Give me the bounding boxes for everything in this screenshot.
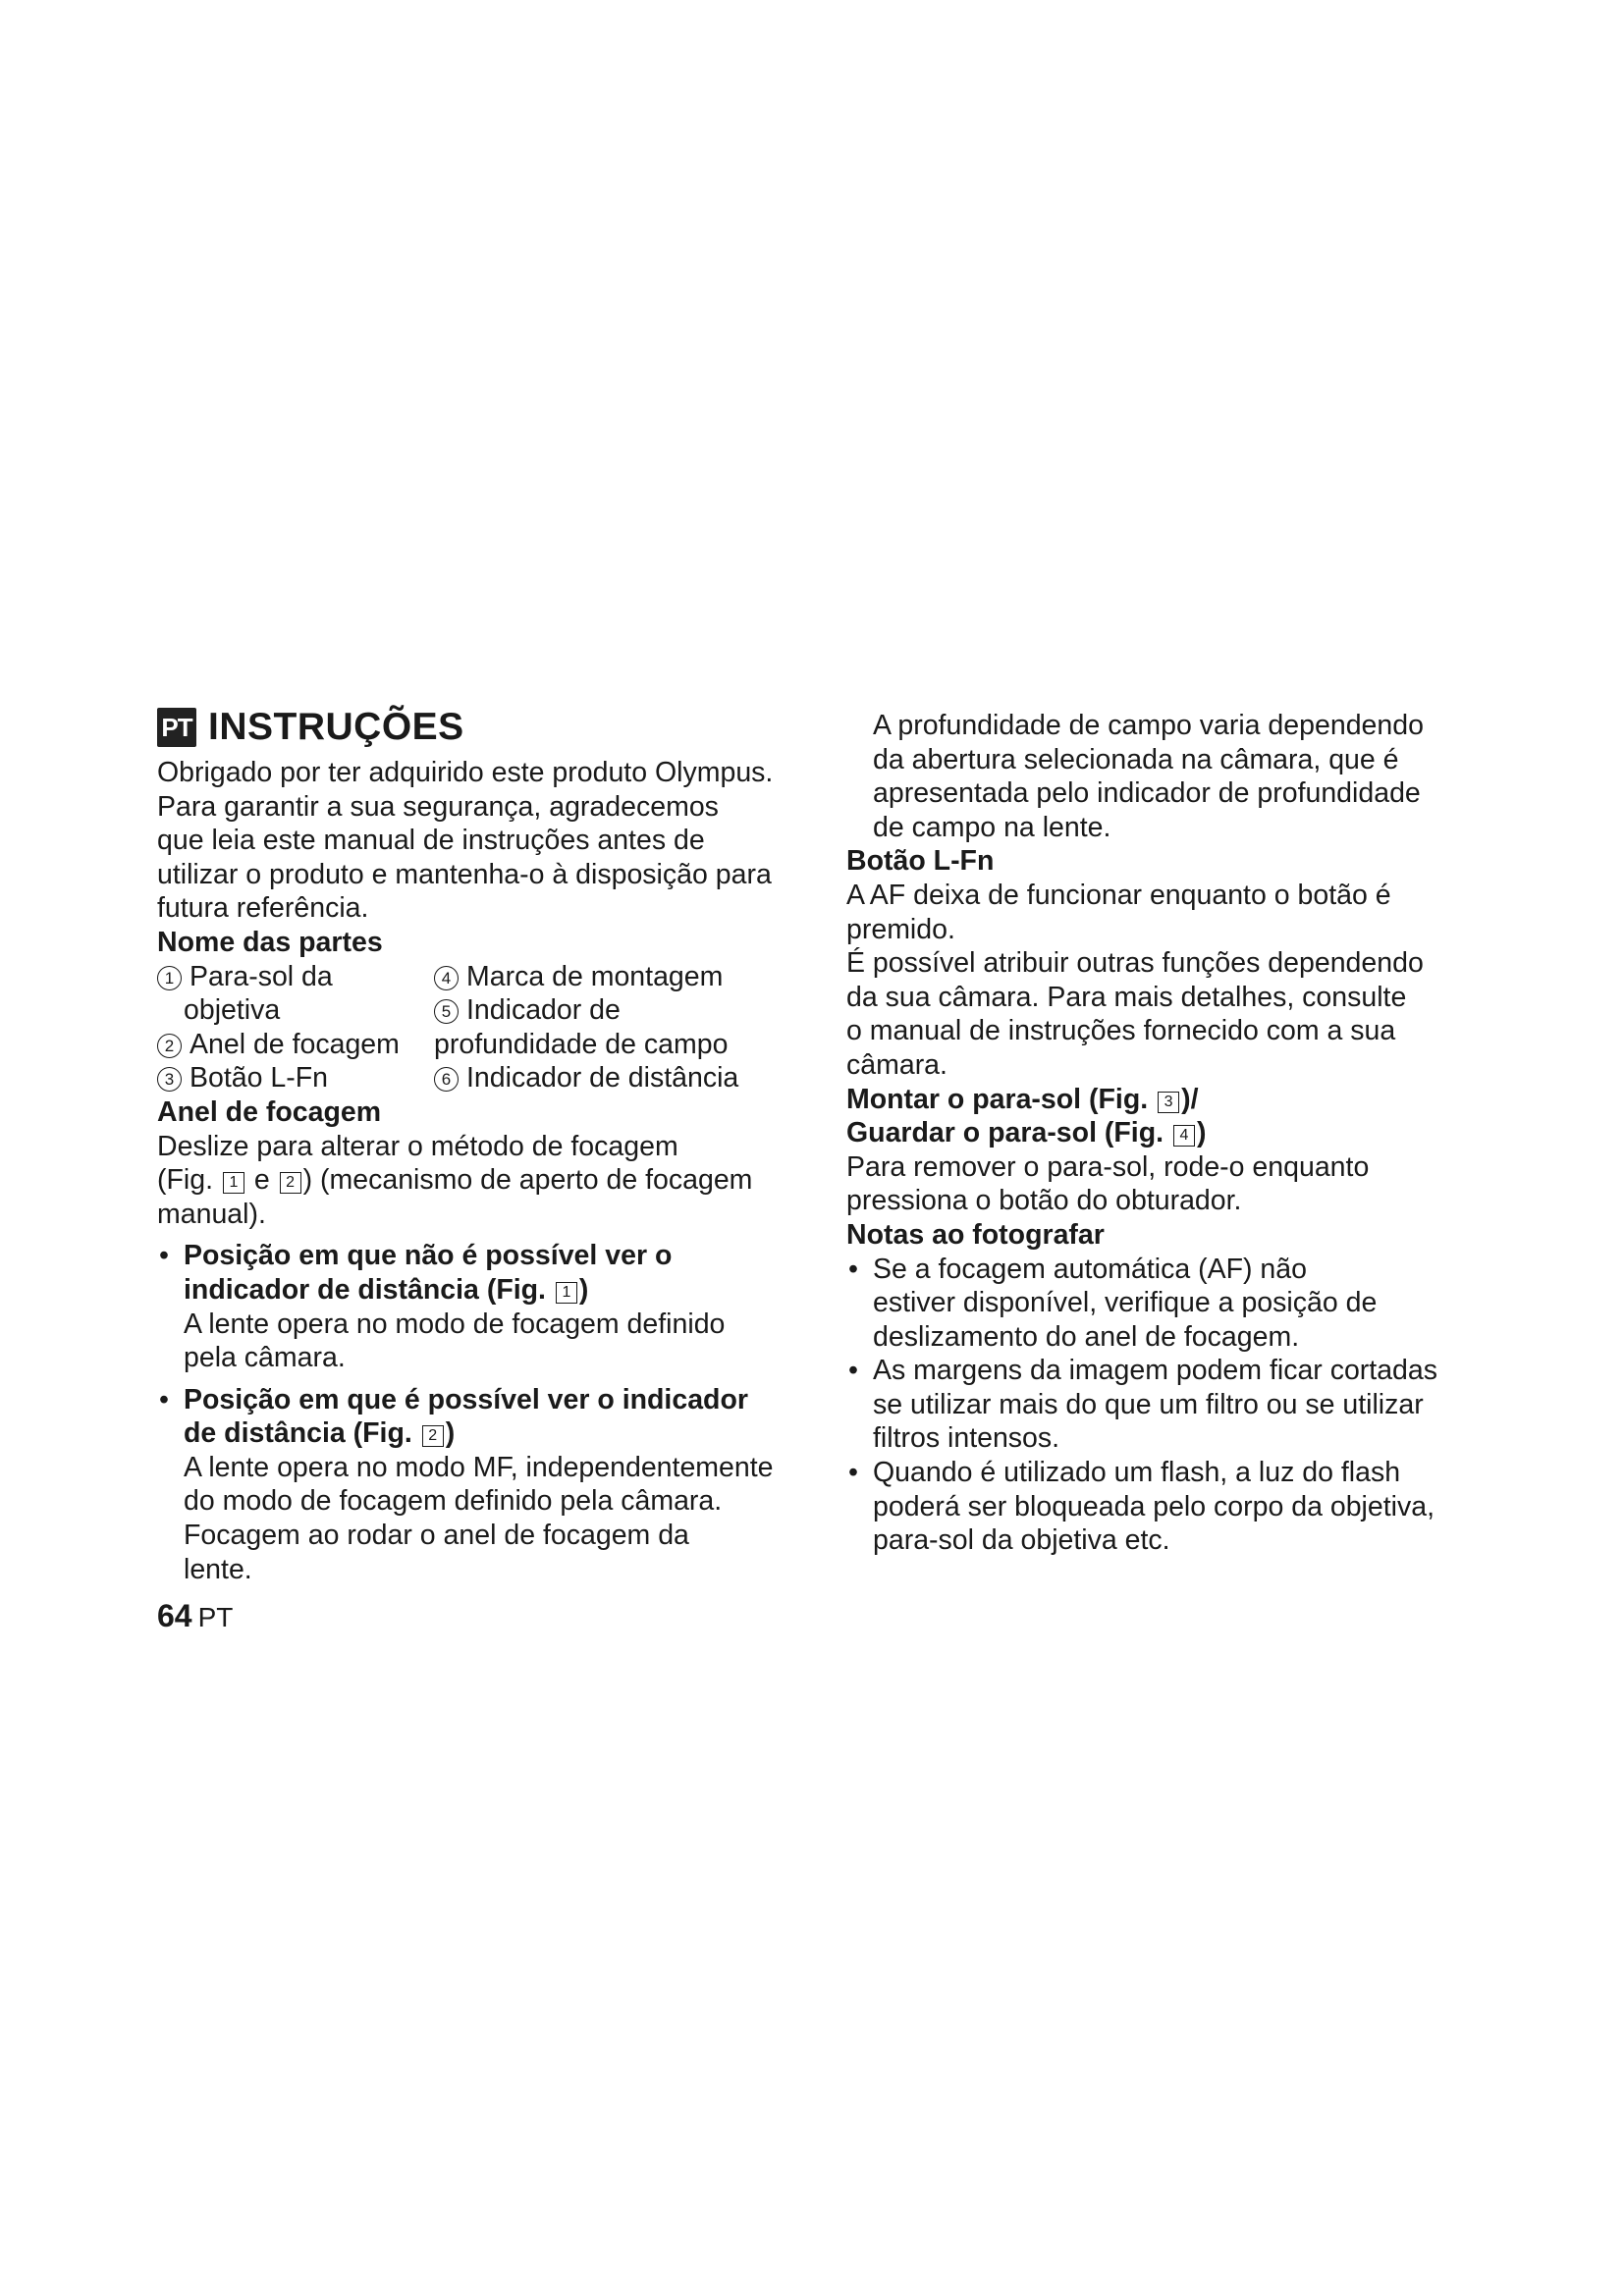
text-fragment: ) <box>578 1273 589 1306</box>
text-fragment: Guardar o para-sol (Fig. <box>846 1117 1171 1149</box>
lfn-line: da sua câmara. Para mais detalhes, consulte <box>846 981 1407 1013</box>
note-item <box>846 1354 1494 1456</box>
focus-ring-line: Deslize para alterar o método de focagem <box>157 1130 678 1162</box>
dof-line: A profundidade de campo varia dependendo <box>873 710 1424 741</box>
part-item <box>434 960 805 994</box>
bullet-visible <box>157 1383 805 1587</box>
text-fragment: ) <box>1196 1117 1207 1149</box>
note-line: • As margens da imagem podem ficar cortadas <box>846 1354 1494 1388</box>
part-label: Indicador de <box>466 994 621 1027</box>
hood-paragraph <box>846 1150 1494 1218</box>
bullet-body-line: A lente opera no modo de focagem definido <box>184 1308 726 1340</box>
bullet-title: • Posição em que é possível ver o indicador <box>157 1383 805 1417</box>
lfn-line: É possível atribuir outras funções dependendo <box>846 947 1424 980</box>
part-label: Botão L-Fn <box>189 1062 328 1095</box>
hood-heading <box>846 1083 1494 1117</box>
dof-line: da abertura selecionada na câmara, que é <box>873 743 1399 775</box>
focus-ring-line: manual). <box>157 1198 266 1230</box>
lfn-line: premido. <box>846 913 955 945</box>
right-column <box>846 709 1494 1558</box>
figure-ref-2: 2 <box>280 1172 301 1194</box>
part-label: Marca de montagem <box>466 960 724 992</box>
part-number-6: 6 <box>434 1067 459 1092</box>
part-number-5: 5 <box>434 999 459 1024</box>
lfn-line: câmara. <box>846 1048 947 1081</box>
lfn-line: A AF deixa de funcionar enquanto o botão é <box>846 879 1391 911</box>
bullet-not-visible <box>157 1239 805 1374</box>
left-column <box>157 699 805 1586</box>
lfn-line: o manual de instruções fornecido com a sua <box>846 1015 1396 1047</box>
figure-ref-2: 2 <box>422 1425 444 1447</box>
page-footer <box>157 1596 233 1637</box>
bullet-body-line: A lente opera no modo MF, independentemente <box>184 1451 774 1483</box>
part-number-4: 4 <box>434 966 459 990</box>
note-line: estiver disponível, verifique a posição de <box>873 1287 1378 1319</box>
part-item <box>157 960 434 994</box>
intro-line: que leia este manual de instruções antes de <box>157 825 705 857</box>
bullet-title: • Posição em que não é possível ver o <box>157 1239 805 1273</box>
focus-ring-line <box>157 1163 805 1198</box>
part-label: Para-sol da <box>189 960 333 992</box>
part-item <box>157 1061 434 1095</box>
part-label: Indicador de distância <box>466 1062 739 1095</box>
language-badge: PT <box>157 708 196 747</box>
note-line: • Se a focagem automática (AF) não <box>846 1253 1494 1287</box>
parts-list <box>157 960 805 1095</box>
part-number-2: 2 <box>157 1034 182 1058</box>
text-fragment: de distância (Fig. <box>184 1417 420 1450</box>
part-item-continuation <box>157 993 434 1028</box>
focus-ring-heading: Anel de focagem <box>157 1095 382 1128</box>
figure-ref-4: 4 <box>1173 1125 1195 1147</box>
hood-heading <box>846 1116 1494 1150</box>
page-number: 64 <box>157 1598 192 1633</box>
depth-of-field-paragraph <box>846 709 1494 844</box>
text-fragment: )/ <box>1181 1083 1199 1115</box>
lfn-paragraph <box>846 879 1494 1083</box>
intro-line: Obrigado por ter adquirido este produto Olympus. <box>157 757 774 788</box>
text-fragment: (Fig. <box>157 1164 221 1197</box>
page-language: PT <box>197 1602 234 1632</box>
note-line: filtros intensos. <box>873 1422 1060 1455</box>
intro-line: futura referência. <box>157 892 369 925</box>
bullet-title <box>157 1273 805 1308</box>
text-fragment: Montar o para-sol (Fig. <box>846 1083 1157 1115</box>
part-label: Anel de focagem <box>189 1028 400 1060</box>
bullet-body-line: lente. <box>184 1553 252 1585</box>
note-line: poderá ser bloqueada pelo corpo da objetiva, <box>873 1490 1435 1522</box>
bullet-body-line: do modo de focagem definido pela câmara. <box>184 1485 723 1518</box>
hood-line: pressiona o botão do obturador. <box>846 1185 1242 1217</box>
note-line: • Quando é utilizado um flash, a luz do flash <box>846 1456 1494 1490</box>
part-number-3: 3 <box>157 1067 182 1092</box>
note-item <box>846 1253 1494 1355</box>
figure-ref-3: 3 <box>1158 1092 1179 1113</box>
part-label: objetiva <box>184 994 281 1027</box>
text-fragment: ) <box>445 1417 456 1450</box>
intro-line: Para garantir a sua segurança, agradecemos <box>157 790 719 823</box>
lfn-heading: Botão L-Fn <box>846 845 995 878</box>
notes-list <box>846 1253 1494 1558</box>
note-line: deslizamento do anel de focagem. <box>873 1320 1300 1353</box>
section-title-row <box>157 699 805 756</box>
part-item-continuation <box>434 1028 805 1062</box>
focus-ring-paragraph <box>157 1130 805 1232</box>
note-line: se utilizar mais do que um filtro ou se utilizar <box>873 1388 1424 1420</box>
part-label: profundidade de campo <box>434 1028 729 1060</box>
intro-line: utilizar o produto e mantenha-o à disposição para <box>157 858 772 890</box>
notes-heading: Notas ao fotografar <box>846 1218 1105 1251</box>
note-line: para-sol da objetiva etc. <box>873 1524 1170 1557</box>
dof-line: apresentada pelo indicador de profundidade <box>873 777 1421 810</box>
part-item <box>434 1061 805 1095</box>
bullet-title <box>157 1416 805 1451</box>
figure-ref-1: 1 <box>223 1172 244 1194</box>
text-fragment: indicador de distância (Fig. <box>184 1273 554 1306</box>
part-item <box>434 993 805 1028</box>
figure-ref-1: 1 <box>556 1282 577 1304</box>
parts-heading: Nome das partes <box>157 926 383 958</box>
part-item <box>157 1028 434 1062</box>
part-number-1: 1 <box>157 966 182 990</box>
bullet-body-line: pela câmara. <box>184 1342 346 1374</box>
dof-line: de campo na lente. <box>873 811 1111 843</box>
text-fragment: e <box>245 1164 278 1197</box>
text-fragment: ) (mecanismo de aperto de focagem <box>302 1164 753 1197</box>
bullet-body-line: Focagem ao rodar o anel de focagem da <box>184 1520 689 1552</box>
intro-paragraph <box>157 756 805 926</box>
hood-line: Para remover o para-sol, rode-o enquanto <box>846 1150 1370 1183</box>
page-title: INSTRUÇÕES <box>208 705 464 748</box>
note-item <box>846 1456 1494 1558</box>
